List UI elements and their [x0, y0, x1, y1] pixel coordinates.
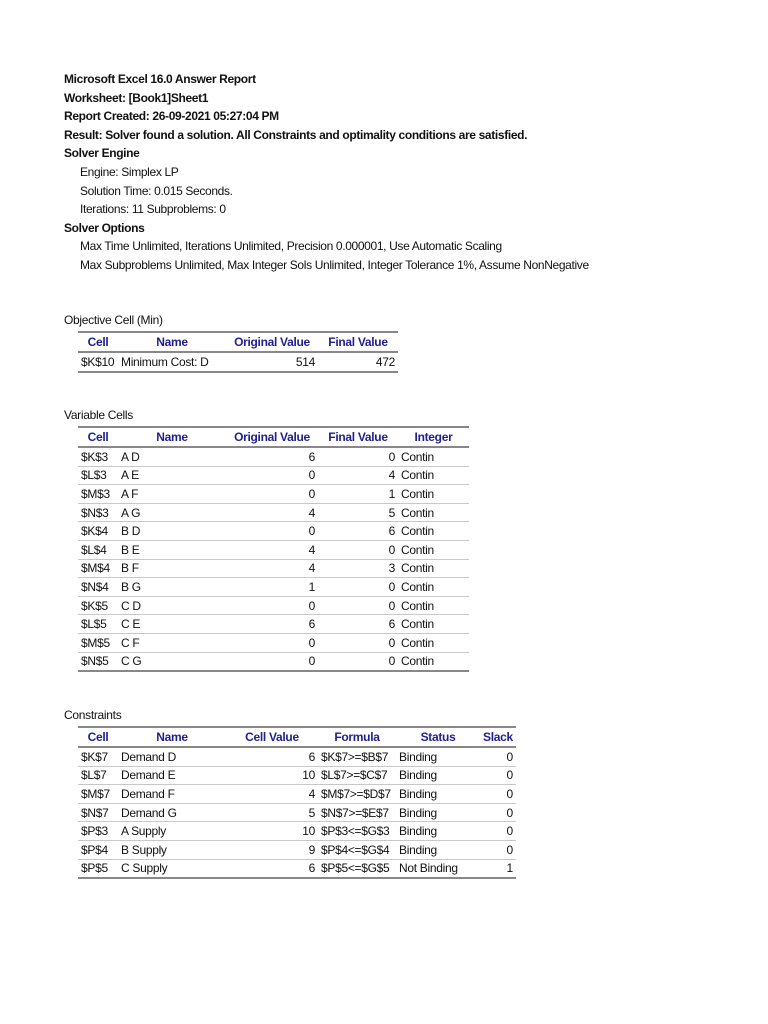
table-cell: Contin: [398, 522, 469, 541]
constraints-title: Constraints: [64, 708, 122, 722]
table-cell: Contin: [398, 540, 469, 559]
table-cell: 0: [480, 785, 516, 804]
table-cell: Not Binding: [396, 859, 480, 878]
table-row: [78, 447, 469, 466]
table-cell: Binding: [396, 803, 480, 822]
column-header: Name: [118, 427, 226, 447]
table-cell: $N$7: [78, 803, 118, 822]
table-cell: 0: [480, 840, 516, 859]
table-cell: Demand F: [118, 785, 226, 804]
table-cell: Contin: [398, 578, 469, 597]
table-cell: 6: [226, 747, 318, 766]
table-row: [78, 615, 469, 634]
table-row: [78, 596, 469, 615]
table-row: [78, 559, 469, 578]
table-row: [78, 859, 516, 878]
table-row: [78, 652, 469, 671]
header-row: [78, 727, 516, 747]
column-header: Original Value: [226, 332, 318, 352]
objective-title: Objective Cell (Min): [64, 313, 163, 327]
table-cell: Contin: [398, 596, 469, 615]
table-cell: $L$7: [78, 766, 118, 785]
table-cell: $M$7: [78, 785, 118, 804]
column-header: Cell: [78, 427, 118, 447]
table-cell: 0: [318, 447, 398, 466]
table-cell: $P$4: [78, 840, 118, 859]
table-cell: Contin: [398, 485, 469, 504]
table-cell: B D: [118, 522, 226, 541]
iterations-line: Iterations: 11 Subproblems: 0: [80, 202, 226, 217]
table-cell: 0: [318, 578, 398, 597]
worksheet-line: Worksheet: [Book1]Sheet1: [64, 90, 209, 105]
table-cell: Demand D: [118, 747, 226, 766]
table-cell: 3: [318, 559, 398, 578]
table-cell: 4: [226, 540, 318, 559]
table-cell: 0: [480, 803, 516, 822]
table-cell: Demand E: [118, 766, 226, 785]
table-cell: Contin: [398, 466, 469, 485]
table-cell: 0: [226, 466, 318, 485]
table-cell: $N$3: [78, 503, 118, 522]
table-cell: $M$7>=$D$7: [318, 785, 396, 804]
table-cell: $K$3: [78, 447, 118, 466]
table-cell: $P$4<=$G$4: [318, 840, 396, 859]
table-cell: $P$3<=$G$3: [318, 822, 396, 841]
table-cell: Contin: [398, 633, 469, 652]
table-cell: A G: [118, 503, 226, 522]
engine-line: Engine: Simplex LP: [80, 164, 179, 179]
table-row: [78, 352, 398, 372]
table-cell: 0: [480, 822, 516, 841]
table-cell: 9: [226, 840, 318, 859]
report-title: Microsoft Excel 16.0 Answer Report: [64, 72, 256, 86]
table-cell: Demand G: [118, 803, 226, 822]
table-cell: 0: [480, 747, 516, 766]
solution-time-line: Solution Time: 0.015 Seconds.: [80, 183, 233, 198]
column-header: Cell Value: [226, 727, 318, 747]
table-cell: C D: [118, 596, 226, 615]
table-cell: $K$7>=$B$7: [318, 747, 396, 766]
options-heading: Solver Options: [64, 220, 145, 235]
table-cell: A E: [118, 466, 226, 485]
column-header: Cell: [78, 727, 118, 747]
table-row: [78, 485, 469, 504]
table-cell: Minimum Cost: D: [118, 352, 226, 372]
table-row: [78, 540, 469, 559]
table-cell: 6: [226, 447, 318, 466]
created-line: Report Created: 26-09-2021 05:27:04 PM: [64, 109, 279, 124]
header-row: [78, 332, 398, 352]
table-cell: Binding: [396, 766, 480, 785]
table-cell: 6: [226, 859, 318, 878]
table-row: [78, 633, 469, 652]
table-row: [78, 766, 516, 785]
table-cell: $P$5: [78, 859, 118, 878]
table-cell: 4: [226, 503, 318, 522]
table-cell: 1: [318, 485, 398, 504]
table-cell: $M$5: [78, 633, 118, 652]
table-cell: $K$10: [78, 352, 118, 372]
column-header: Cell: [78, 332, 118, 352]
table-cell: $M$3: [78, 485, 118, 504]
table-cell: $P$3: [78, 822, 118, 841]
table-cell: C F: [118, 633, 226, 652]
table-cell: 6: [226, 615, 318, 634]
table-cell: 6: [318, 615, 398, 634]
column-header: Name: [118, 727, 226, 747]
column-header: Integer: [398, 427, 469, 447]
column-header: Status: [396, 727, 480, 747]
table-row: [78, 466, 469, 485]
objective-table: [78, 331, 398, 373]
table-cell: A F: [118, 485, 226, 504]
table-cell: 5: [226, 803, 318, 822]
table-cell: C G: [118, 652, 226, 671]
table-cell: 0: [226, 652, 318, 671]
table-cell: 472: [318, 352, 398, 372]
table-cell: 0: [318, 652, 398, 671]
table-cell: 0: [480, 766, 516, 785]
table-cell: C Supply: [118, 859, 226, 878]
table-row: [78, 822, 516, 841]
table-cell: 0: [226, 633, 318, 652]
table-cell: Binding: [396, 747, 480, 766]
options-line-1: Max Time Unlimited, Iterations Unlimited, Precision 0.000001, Use Automatic Scaling: [80, 239, 502, 254]
table-cell: B E: [118, 540, 226, 559]
table-row: [78, 785, 516, 804]
table-cell: $K$7: [78, 747, 118, 766]
table-cell: Contin: [398, 503, 469, 522]
report-header: [64, 70, 589, 275]
table-cell: 6: [318, 522, 398, 541]
column-header: Final Value: [318, 332, 398, 352]
column-header: Original Value: [226, 427, 318, 447]
table-row: [78, 747, 516, 766]
table-cell: $L$3: [78, 466, 118, 485]
table-row: [78, 803, 516, 822]
table-cell: C E: [118, 615, 226, 634]
table-cell: B G: [118, 578, 226, 597]
variables-title: Variable Cells: [64, 408, 133, 422]
table-cell: 0: [226, 522, 318, 541]
table-cell: Contin: [398, 559, 469, 578]
header-row: [78, 427, 469, 447]
table-cell: $N$5: [78, 652, 118, 671]
constraints-table: [78, 726, 516, 879]
table-cell: 4: [226, 559, 318, 578]
table-cell: Contin: [398, 615, 469, 634]
table-cell: 10: [226, 822, 318, 841]
table-cell: A D: [118, 447, 226, 466]
column-header: Final Value: [318, 427, 398, 447]
table-cell: Binding: [396, 840, 480, 859]
table-cell: 0: [226, 596, 318, 615]
table-cell: 0: [318, 540, 398, 559]
engine-heading: Solver Engine: [64, 146, 140, 161]
table-cell: B Supply: [118, 840, 226, 859]
options-line-2: Max Subproblems Unlimited, Max Integer Sols Unlimited, Integer Tolerance 1%, Assume NonNegative: [80, 257, 589, 272]
table-cell: 4: [318, 466, 398, 485]
table-cell: Binding: [396, 785, 480, 804]
column-header: Formula: [318, 727, 396, 747]
table-cell: A Supply: [118, 822, 226, 841]
table-cell: $N$4: [78, 578, 118, 597]
table-cell: Contin: [398, 447, 469, 466]
table-cell: 1: [226, 578, 318, 597]
result-line: Result: Solver found a solution. All Constraints and optimality conditions are satisfied.: [64, 127, 528, 142]
table-row: [78, 522, 469, 541]
table-cell: $P$5<=$G$5: [318, 859, 396, 878]
table-cell: $L$5: [78, 615, 118, 634]
table-cell: B F: [118, 559, 226, 578]
table-cell: 1: [480, 859, 516, 878]
table-cell: $M$4: [78, 559, 118, 578]
table-cell: Contin: [398, 652, 469, 671]
table-cell: $K$4: [78, 522, 118, 541]
variables-table: [78, 426, 469, 672]
column-header: Name: [118, 332, 226, 352]
table-cell: 4: [226, 785, 318, 804]
table-cell: 0: [226, 485, 318, 504]
table-row: [78, 578, 469, 597]
table-cell: 0: [318, 633, 398, 652]
table-row: [78, 503, 469, 522]
table-cell: $K$5: [78, 596, 118, 615]
table-cell: 514: [226, 352, 318, 372]
table-row: [78, 840, 516, 859]
table-cell: 5: [318, 503, 398, 522]
table-cell: $L$7>=$C$7: [318, 766, 396, 785]
table-cell: 0: [318, 596, 398, 615]
table-cell: 10: [226, 766, 318, 785]
column-header: Slack: [480, 727, 516, 747]
table-cell: $N$7>=$E$7: [318, 803, 396, 822]
table-cell: Binding: [396, 822, 480, 841]
table-cell: $L$4: [78, 540, 118, 559]
